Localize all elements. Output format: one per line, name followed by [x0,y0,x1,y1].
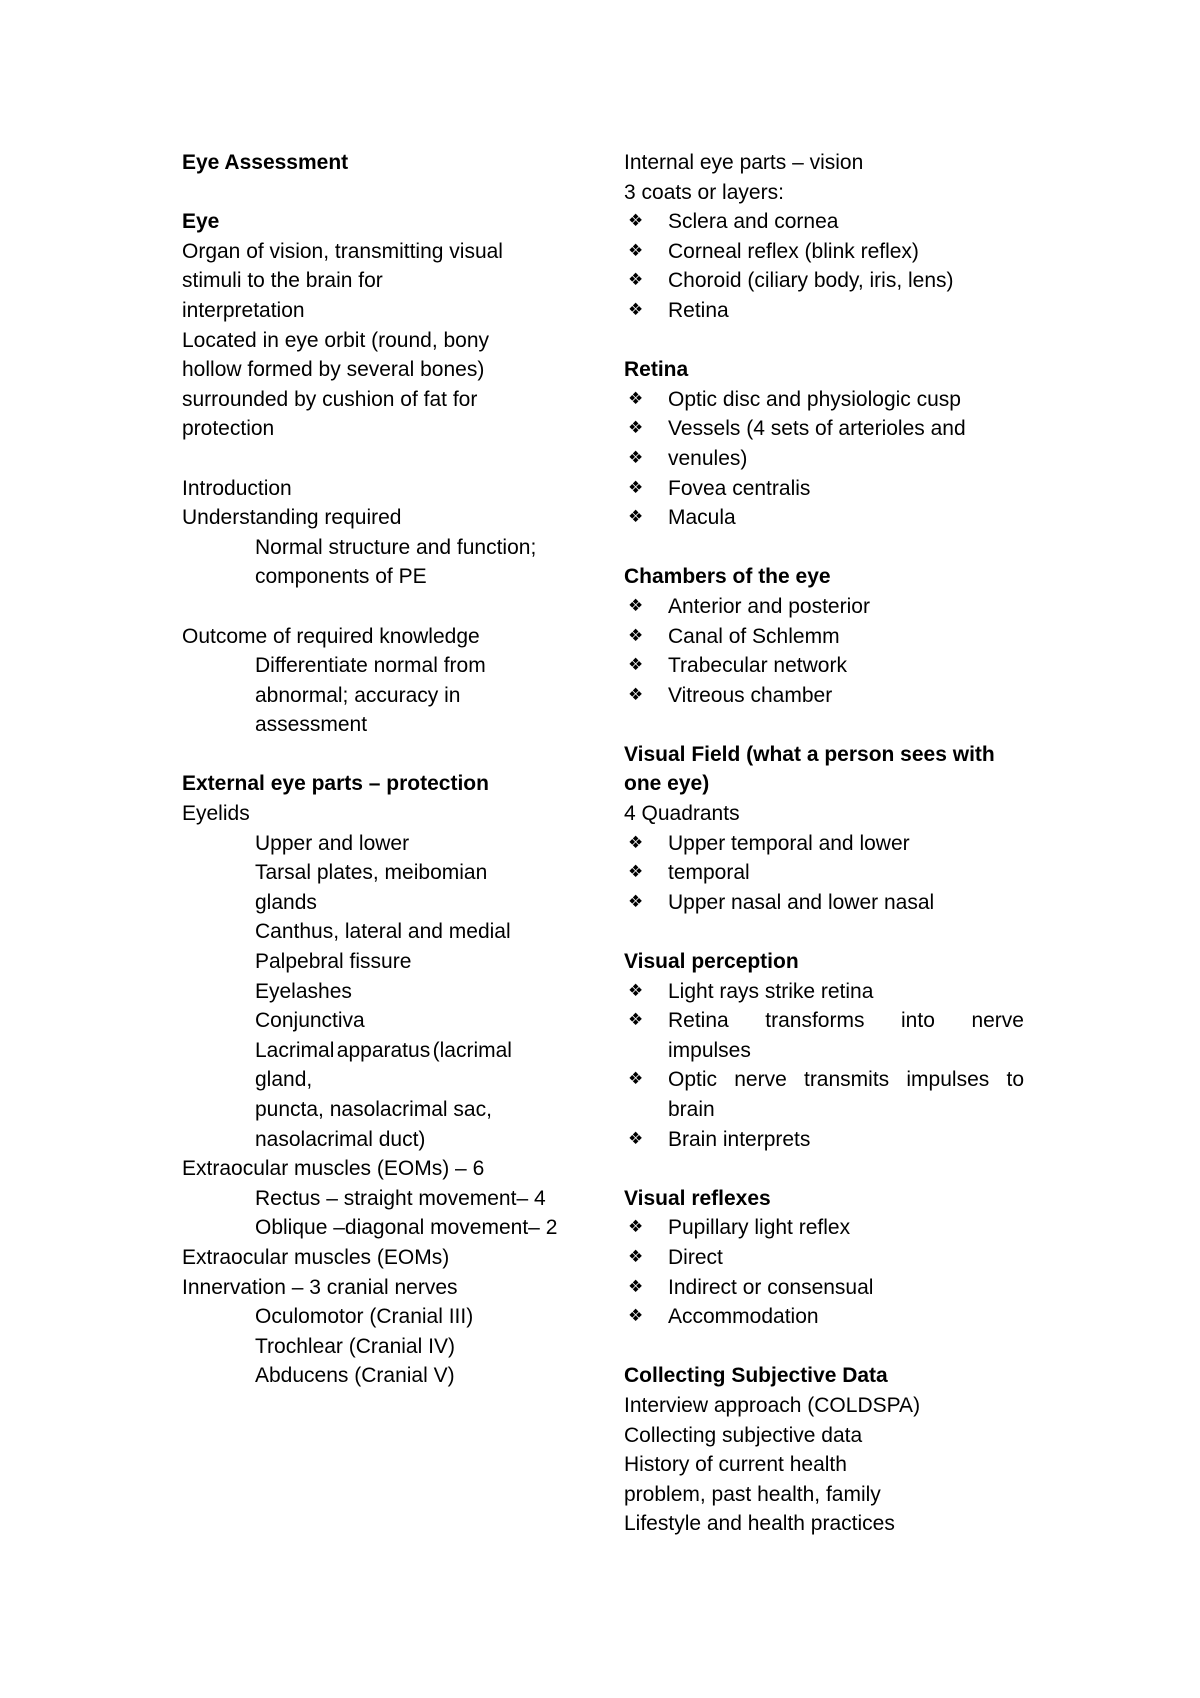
retina-list-item: ❖ Vessels (4 sets of arterioles and [624,414,1024,444]
perception-word: transmits [803,1068,890,1092]
eyelids-sub-line: Conjunctiva [255,1009,365,1033]
lacrimal-sub-line: nasolacrimal duct) [255,1127,426,1151]
visual-field-list-item: ❖ Upper nasal and lower nasal [624,888,1024,918]
perception-word: ❖ Optic [668,1068,718,1092]
chambers-list-item: ❖ Anterior and posterior [624,592,1024,622]
nerve-line: Oculomotor (Cranial III) [255,1305,474,1329]
outcome-sub-line: Differentiate normal from [255,654,486,678]
retina-list-item: ❖ venules) [624,444,1024,474]
perception-list-item [624,1006,1024,1036]
retina-list-item: ❖ Macula [624,503,1024,533]
innervation-label: Innervation – 3 cranial nerves [182,1275,458,1299]
subjective-line: problem, past health, family [624,1482,881,1506]
eye-desc-line: interpretation [182,298,305,322]
perception-list-item [624,1065,1024,1095]
eyelids-sub-line: Canthus, lateral and medial [255,920,511,944]
lacrimal-line [182,1036,582,1066]
understanding-sub-line: Normal structure and function; [255,535,537,559]
perception-word: nerve [971,1009,1024,1033]
left-column [182,148,582,1391]
coats-label: 3 coats or layers: [624,180,784,204]
chambers-list-item: ❖ Canal of Schlemm [624,622,1024,652]
understanding-label: Understanding required [182,506,402,530]
eom-label-2: Extraocular muscles (EOMs) [182,1245,450,1269]
reflexes-list-item: ❖ Pupillary light reflex [624,1213,1024,1243]
perception-list-item: ❖ Light rays strike retina [624,977,1024,1007]
perception-word: impulses [906,1068,990,1092]
eye-desc-line: Located in eye orbit (round, bony [182,328,490,352]
eyelids-sub-line: Palpebral fissure [255,950,412,974]
right-column [624,148,1024,1539]
outcome-sub-line: assessment [255,713,368,737]
lacrimal-word: Lacrimal [255,1038,335,1062]
perception-word: into [901,1009,935,1033]
eye-desc-line: Organ of vision, transmitting visual [182,239,503,263]
understanding-sub-line: components of PE [255,565,427,589]
coats-list-item: ❖ Sclera and cornea [624,207,1024,237]
perception-word: transforms [765,1009,865,1033]
visual-field-heading: Visual Field (what a person sees with [624,742,995,766]
subjective-line: Interview approach (COLDSPA) [624,1393,921,1417]
reflexes-list-item: ❖ Indirect or consensual [624,1273,1024,1303]
outcome-label: Outcome of required knowledge [182,624,480,648]
retina-list-item: ❖ Optic disc and physiologic cusp [624,385,1024,415]
retina-heading: Retina [624,358,689,382]
lacrimal-word: (lacrimal [432,1038,512,1062]
perception-cont-line: impulses [668,1038,751,1062]
quadrants-label: 4 Quadrants [624,802,740,826]
chambers-list-item: ❖ Vitreous chamber [624,681,1024,711]
reflexes-heading: Visual reflexes [624,1186,771,1210]
subjective-data-heading: Collecting Subjective Data [624,1364,888,1388]
retina-list-item: ❖ Fovea centralis [624,474,1024,504]
eye-desc-line: stimuli to the brain for [182,269,383,293]
eyelids-label: Eyelids [182,802,250,826]
subjective-line: Lifestyle and health practices [624,1512,895,1536]
eye-heading: Eye [182,210,220,234]
internal-parts-label: Internal eye parts – vision [624,151,864,174]
subjective-line: History of current health [624,1453,847,1477]
perception-list-item: ❖ Brain interprets [624,1125,1024,1155]
visual-field-list-item: ❖ Upper temporal and lower [624,829,1024,859]
reflexes-list-item: ❖ Accommodation [624,1302,1024,1332]
document-title: Eye Assessment [182,151,349,174]
external-parts-heading: External eye parts – protection [182,772,489,796]
eyelids-sub-line: Eyelashes [255,979,352,1003]
perception-word: to [1006,1068,1024,1092]
eom-label: Extraocular muscles (EOMs) – 6 [182,1157,485,1181]
eom-sub-line: Oblique –diagonal movement– 2 [255,1216,558,1240]
perception-cont-line: brain [668,1098,715,1121]
eye-desc-line: hollow formed by several bones) [182,358,485,382]
perception-word: ❖ Retina [668,1009,729,1033]
chambers-list-item: ❖ Trabecular network [624,651,1024,681]
eyelids-sub-line: Tarsal plates, meibomian [255,861,488,885]
reflexes-list-item: ❖ Direct [624,1243,1024,1273]
eyelids-sub-line: glands [255,890,317,914]
coats-list-item: ❖ Retina [624,296,1024,326]
subjective-line: Collecting subjective data [624,1423,863,1447]
nerve-line: Trochlear (Cranial IV) [255,1334,455,1358]
eye-desc-line: protection [182,417,275,441]
perception-heading: Visual perception [624,950,799,974]
introduction-label: Introduction [182,476,292,500]
eye-desc-line: surrounded by cushion of fat for [182,387,478,411]
perception-word: nerve [734,1068,787,1092]
outcome-sub-line: abnormal; accuracy in [255,683,461,707]
visual-field-list-item: ❖ temporal [624,858,1024,888]
lacrimal-sub-line: puncta, nasolacrimal sac, [255,1098,492,1121]
nerve-line: Abducens (Cranial V) [255,1364,455,1388]
lacrimal-word: apparatus [336,1038,431,1062]
lacrimal-sub-line: gland, [255,1068,313,1092]
eyelids-sub-line: Upper and lower [255,831,410,855]
eom-sub-line: Rectus – straight movement– 4 [255,1186,546,1210]
chambers-heading: Chambers of the eye [624,565,831,589]
coats-list-item: ❖ Corneal reflex (blink reflex) [624,237,1024,267]
coats-list-item: ❖ Choroid (ciliary body, iris, lens) [624,266,1024,296]
visual-field-heading-cont: one eye) [624,772,710,796]
